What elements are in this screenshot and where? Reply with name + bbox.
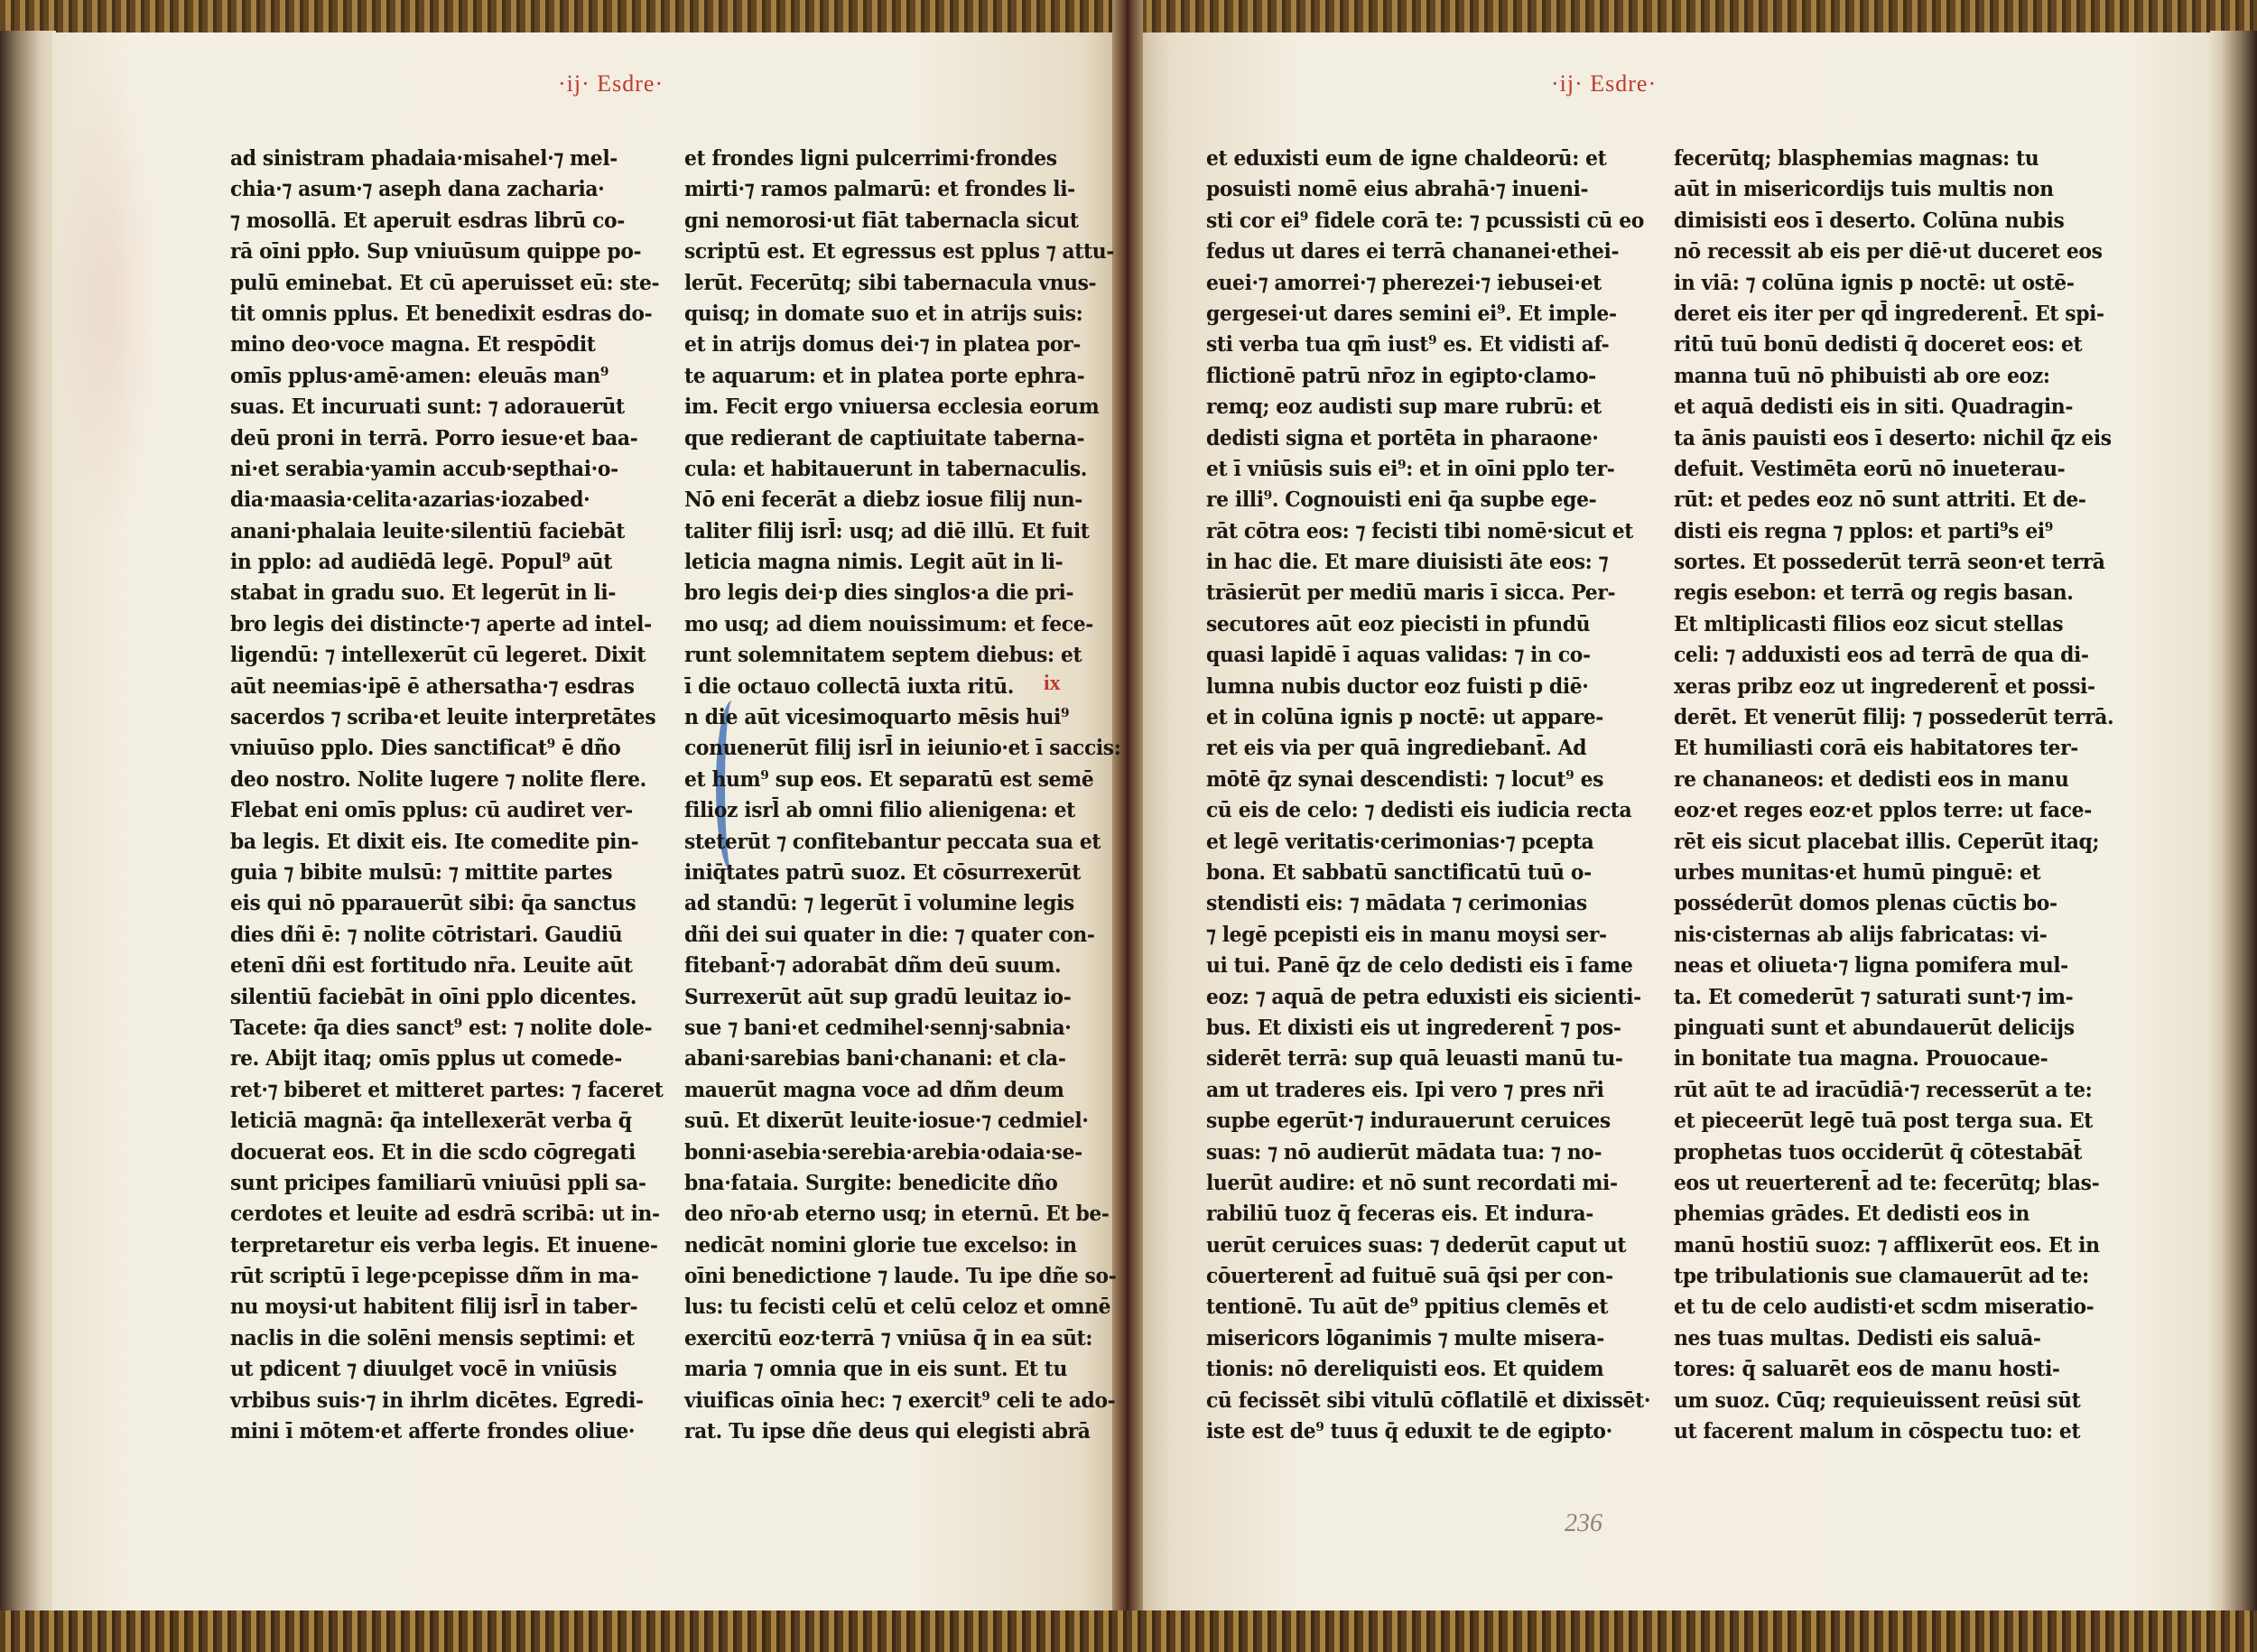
text-line: im. Fecit ergo vniuersa ecclesia eorum [684, 394, 1100, 420]
text-line: bus. Et dixisti eis ut ingrederent̄ ⁊ pos- [1206, 1014, 1621, 1040]
text-line: am ut traderes eis. Ipi vero ⁊ pres nr̄i [1206, 1076, 1604, 1102]
page-edges-left [0, 31, 56, 1620]
text-column-2 [684, 143, 1120, 1446]
text-line: guia ⁊ bibite mulsū: ⁊ mittite partes [230, 858, 613, 885]
text-line: ret eis via per quā ingrediebant̄. Ad [1206, 735, 1587, 761]
text-line: re illi⁹. Cognouisti eni q̄a supbe ege- [1206, 487, 1597, 513]
text-line: dedisti signa et portēta in pharaone· [1206, 424, 1599, 450]
text-line: uerūt ceruices suas: ⁊ dederūt caput ut [1206, 1231, 1627, 1258]
text-line: bona. Et sabbatū sanctificatū tuū o- [1206, 858, 1592, 885]
text-line: bro legis dei·p dies singlos·a die pri- [684, 580, 1074, 606]
text-line: in pplo: ad audiēdā legē. Popul⁹ aūt [230, 549, 613, 575]
text-line: xeras pribz eoz ut ingrederent̄ et possi- [1674, 673, 2095, 699]
text-line: mirti·⁊ ramos palmarū: et frondes li- [684, 176, 1075, 202]
gilt-edge-bottom [0, 1610, 2257, 1652]
text-line: ta. Et comederūt ⁊ saturati sunt·⁊ im- [1674, 983, 2074, 1009]
text-line: misericors lōganimis ⁊ multe misera- [1206, 1324, 1605, 1350]
text-line: ad standū: ⁊ legerūt ī volumine legis [684, 890, 1074, 916]
text-line: regis esebon: et terrā og regis basan. [1674, 580, 2074, 606]
text-line: et legē veritatis·cerimonias·⁊ pcepta [1206, 828, 1594, 854]
text-line: tpe tribulationis sue clamauerūt ad te: [1674, 1263, 2089, 1289]
text-line: ni·et serabia·yamin accub·septhai·o- [230, 455, 618, 481]
text-line: filioz isrl̄ ab omni filio alienigena: et [684, 797, 1075, 823]
text-line: dies dñi ē: ⁊ nolite cōtristari. Gaudiū [230, 921, 623, 947]
left-running-header: ·ij· Esdre· [558, 70, 664, 97]
folio-number: 236 [1565, 1509, 1602, 1537]
text-line: eoz·et reges eoz·et pplos terre: ut face- [1674, 797, 2092, 823]
text-line: bna·fataia. Surgite: benedicite dño [684, 1169, 1058, 1195]
text-line: luerūt audire: et nō sunt recordati mi- [1206, 1169, 1618, 1195]
text-line: docuerat eos. Et in die scdo cōgregati [230, 1138, 636, 1165]
text-line: fitebant̄·⁊ adorabāt dñm deū suum. [684, 952, 1062, 979]
text-line: dñi dei sui quater in die: ⁊ quater con- [684, 921, 1095, 947]
text-line: flictionē patrū nr̄oz in egipto·clamo- [1206, 362, 1596, 388]
text-line: ritū tuū bonū dedisti q̄ doceret eos: et [1674, 331, 2083, 357]
text-line: celi: ⁊ adduxisti eos ad terrā de qua di- [1674, 642, 2089, 668]
text-line: et eduxisti eum de igne chaldeorū: et [1206, 145, 1607, 171]
text-line: bonni·asebia·serebia·arebia·odaia·se- [684, 1138, 1082, 1165]
text-line: nedicāt nomini glorie tue excelso: in [684, 1231, 1077, 1258]
text-line: ut facerent malum in cōspectu tuo: et [1674, 1418, 2081, 1444]
text-line: anani·phalaia leuite·silentiū faciebāt [230, 517, 625, 543]
text-line: tionis: nō dereliquisti eos. Et quidem [1206, 1356, 1604, 1382]
text-line: phemias grādes. Et dedisti eos in [1674, 1201, 2030, 1227]
text-line: deū proni in terrā. Porro iesue·et baa- [230, 424, 638, 450]
text-line: cū fecissēt sibi vitulū cōflatilē et dixissēt· [1206, 1387, 1651, 1413]
text-line: mini ī mōtem·et afferte frondes oliue· [230, 1418, 636, 1444]
text-line: chia·⁊ asum·⁊ aseph dana zacharia· [230, 176, 605, 202]
text-line: exercitū eoz·terrā ⁊ vniūsa q̄ in ea sūt: [684, 1324, 1093, 1350]
text-line: Surrexerūt aūt sup gradū leuitaz io- [684, 983, 1072, 1009]
text-line: cū eis de celo: ⁊ dedisti eis iudicia recta [1206, 797, 1632, 823]
text-column-4 [1674, 143, 2113, 1446]
text-line: in bonitate tua magna. Prouocaue- [1674, 1045, 2048, 1072]
text-line: n die aūt vicesimoquarto mēsis hui⁹ [684, 704, 1070, 730]
text-line: et in atrijs domus dei·⁊ in platea por- [684, 331, 1081, 357]
text-line: rūt: et pedes eoz nō sunt attriti. Et de- [1674, 487, 2086, 513]
text-line: Et humiliasti corā eis habitatores ter- [1674, 735, 2078, 761]
text-line: etenī dñi est fortitudo nr̄a. Leuite aūt [230, 952, 633, 979]
text-line: Nō eni fecerāt a diebz iosue filij nun- [684, 487, 1082, 513]
text-line: suas: ⁊ nō audierūt mādata tua: ⁊ no- [1206, 1138, 1602, 1165]
text-line: pulū eminebat. Et cū aperuisset eū: ste- [230, 269, 660, 295]
text-line: Flebat eni omīs pplus: cū audiret ver- [230, 797, 633, 823]
text-line: ad sinistram phadaia·misahel·⁊ mel- [230, 145, 618, 171]
text-line: disti eis regna ⁊ pplos: et parti⁹s ei⁹ [1674, 517, 2053, 543]
text-line: suū. Et dixerūt leuite·iosue·⁊ cedmiel· [684, 1108, 1089, 1134]
text-line: nu moysi·ut habitent filij isrl̄ in taber- [230, 1294, 638, 1320]
text-line: dia·maasia·celita·azarias·iozabed· [230, 487, 590, 513]
text-line: posséderūt domos plenas cūctis bo- [1674, 890, 2057, 916]
text-line: quisq; in domate suo et in atrijs suis: [684, 300, 1083, 326]
text-line: sunt pricipes familiarū vniuūsi ppli sa- [230, 1169, 646, 1195]
text-line: te aquarum: et in platea porte ephra- [684, 362, 1085, 388]
chapter-marker: ix [1044, 672, 1061, 695]
text-line: cerdotes et leuite ad esdrā scribā: ut in- [230, 1201, 660, 1227]
text-line: eos ut reuerterent̄ ad te: fecerūtq; blas- [1674, 1169, 2100, 1195]
text-line: cōuerterent̄ ad fuituē suā q̄si per con- [1206, 1263, 1613, 1289]
text-line: derēt. Et venerūt filij: ⁊ possederūt terrā. [1674, 704, 2114, 730]
text-line: ligendū: ⁊ intellexerūt cū legeret. Dixit [230, 642, 646, 668]
text-line: quasi lapidē ī aquas validas: ⁊ in co- [1206, 642, 1591, 668]
text-line: supbe egerūt·⁊ indurauerunt ceruices [1206, 1108, 1611, 1134]
text-line: Tacete: q̄a dies sanct⁹ est: ⁊ nolite dole- [230, 1014, 653, 1040]
text-line: fedus ut dares ei terrā chananei·ethei- [1206, 238, 1620, 265]
text-line: et frondes ligni pulcerrimi·frondes [684, 145, 1057, 171]
text-line: gni nemorosi·ut fiāt tabernacla sicut [684, 207, 1079, 233]
text-line: bro legis dei distincte·⁊ aperte ad intel- [230, 610, 652, 636]
text-line: naclis in die solēni mensis septimi: et [230, 1324, 635, 1350]
text-line: eoz: ⁊ aquā de petra eduxisti eis sicienti- [1206, 983, 1641, 1009]
text-line: stendisti eis: ⁊ mādata ⁊ cerimonias [1206, 890, 1587, 916]
text-line: mauerūt magna voce ad dñm deum [684, 1076, 1064, 1102]
text-line: oīni benedictione ⁊ laude. Tu ipe dñe so- [684, 1263, 1117, 1289]
text-line: lumna nubis ductor eoz fuisti p diē· [1206, 673, 1589, 699]
text-line: rūt scriptū ī lege·pcepisse dñm in ma- [230, 1263, 639, 1289]
text-line: ⁊ legē pcepisti eis in manu moysi ser- [1206, 921, 1607, 947]
text-line: sortes. Et possederūt terrā seon·et terrā [1674, 549, 2105, 575]
text-line: rā oīni ppło. Sup vniuūsum quippe po- [230, 238, 642, 265]
text-line: tentionē. Tu aūt de⁹ ppitius clemēs et [1206, 1294, 1609, 1320]
text-line: eis qui nō pparauerūt sibi: q̄a sanctus [230, 890, 636, 916]
text-line: siderēt terrā: sup quā leuasti manū tu- [1206, 1045, 1623, 1072]
text-line: aūt in misericordijs tuis multis non [1674, 176, 2054, 202]
text-line: abani·sarebias bani·chanani: et cla- [684, 1045, 1066, 1072]
text-line: in viā: ⁊ colūna ignis p noctē: ut ostē- [1674, 269, 2075, 295]
text-line: et hum⁹ sup eos. Et separatū est semē [684, 766, 1094, 792]
text-line: leticia magna nimis. Legit aūt in li- [684, 549, 1063, 575]
text-line: sacerdos ⁊ scriba·et leuite interpretātes [230, 704, 656, 730]
text-line: suas. Et incuruati sunt: ⁊ adorauerūt [230, 394, 625, 420]
text-line: vniuūso pplo. Dies sanctificat⁹ ē dño [230, 735, 621, 761]
text-line: manna tuū nō phibuisti ab ore eoz: [1674, 362, 2050, 388]
text-line: rēt eis sicut placebat illis. Ceperūt itaq; [1674, 828, 2100, 854]
text-line: mo usq; ad diem nouissimum: et fece- [684, 610, 1093, 636]
text-line: um suoz. Cūq; requieuissent reūsi sūt [1674, 1387, 2081, 1413]
text-line: aūt neemias·ipē ē athersatha·⁊ esdras [230, 673, 635, 699]
text-line: ba legis. Et dixit eis. Ite comedite pin- [230, 828, 639, 854]
text-line: sti cor ei⁹ fidele corā te: ⁊ pcussisti cū eo [1206, 207, 1644, 233]
text-line: in hac die. Et mare diuisisti āte eos: ⁊ [1206, 549, 1609, 575]
text-line: et tu de celo audisti·et scdm miseratio- [1674, 1294, 2094, 1320]
text-line: terpretaretur eis verba legis. Et inuene- [230, 1231, 658, 1258]
text-line: leticiā magnā: q̄a intellexerāt verba q̄ [230, 1108, 632, 1134]
page-edges-right [2210, 31, 2257, 1620]
text-line: lus: tu fecisti celū et celū celoz et omnē [684, 1294, 1111, 1320]
text-line: euei·⁊ amorrei·⁊ pherezei·⁊ iebusei·et [1206, 269, 1602, 295]
text-line: nis·cisternas ab alijs fabricatas: vi- [1674, 921, 2048, 947]
text-line: mino deo·voce magna. Et respōdit [230, 331, 596, 357]
text-line: que redierant de captiuitate taberna- [684, 424, 1085, 450]
text-line: nes tuas multas. Dedisti eis saluā- [1674, 1324, 2041, 1350]
text-line: trāsierūt per mediū maris ī sicca. Per- [1206, 580, 1616, 606]
text-line: ⁊ mosollā. Et aperuit esdras librū co- [230, 207, 625, 233]
text-line: conuenerūt filij isrl̄ in ieiunio·et ī saccis: [684, 735, 1121, 761]
text-line: posuisti nomē eius abrahā·⁊ inueni- [1206, 176, 1589, 202]
text-line: taliter filij isrl̄: usq; ad diē illū. Et fuit [684, 517, 1090, 543]
text-line: gergesei·ut dares semini ei⁹. Et imple- [1206, 300, 1617, 326]
text-line: steterūt ⁊ confitebantur peccata sua et [684, 828, 1101, 854]
text-line: ui tui. Panē q̄z de celo dedisti eis ī fame [1206, 952, 1633, 979]
text-line: Et mltiplicasti filios eoz sicut stellas [1674, 610, 2064, 636]
text-line: ret·⁊ biberet et mitteret partes: ⁊ faceret [230, 1076, 664, 1102]
text-line: et pieceerūt legē tuā post terga sua. Et [1674, 1108, 2093, 1134]
text-line: cula: et habitauerunt in tabernaculis. [684, 455, 1088, 481]
text-line: et in colūna ignis p noctē: ut appare- [1206, 704, 1604, 730]
text-line: rāt cōtra eos: ⁊ fecisti tibi nomē·sicut et [1206, 517, 1634, 543]
text-line: viuificas oīnia hec: ⁊ exercit⁹ celi te ado- [684, 1387, 1116, 1413]
text-line: ta ānis pauisti eos ī deserto: nichil q̄z eis [1674, 424, 2112, 450]
text-line: urbes munitas·et humū pinguē: et [1674, 858, 2041, 885]
text-line: sti verba tua qm̄ iust⁹ es. Et vidisti af- [1206, 331, 1610, 357]
text-line: rat. Tu ipse dñe deus qui elegisti abrā [684, 1418, 1091, 1444]
text-line: sue ⁊ bani·et cedmihel·sennj·sabnia· [684, 1014, 1072, 1040]
text-line: prophetas tuos occiderūt q̄ cōtestabāt̄ [1674, 1138, 2082, 1165]
text-line: maria ⁊ omnia que in eis sunt. Et tu [684, 1356, 1067, 1382]
text-line: vrbibus suis·⁊ in ihrlm dicētes. Egredi- [230, 1387, 644, 1413]
text-line: rabiliū tuoz q̄ feceras eis. Et indura- [1206, 1201, 1594, 1227]
text-line: dimisisti eos ī deserto. Colūna nubis [1674, 207, 2065, 233]
text-line: et aquā dedisti eis in siti. Quadragin- [1674, 394, 2074, 420]
text-line: deret eis iter per qd̄ ingrederent̄. Et spi- [1674, 300, 2104, 326]
text-line: secutores aūt eoz piecisti in pfundū [1206, 610, 1591, 636]
text-line: ī die octauo collectā iuxta ritū. [684, 673, 1015, 699]
text-line: deo nr̄o·ab eterno usq; in eternū. Et be- [684, 1201, 1110, 1227]
text-line: defuit. Vestimēta eorū nō inueterau- [1674, 455, 2066, 481]
text-line: remq; eoz audisti sup mare rubrū: et [1206, 394, 1602, 420]
text-line: et ī vniūsis suis ei⁹: et in oīni pplo ter- [1206, 455, 1615, 481]
text-line: pinguati sunt et abundauerūt delicijs [1674, 1014, 2075, 1040]
right-running-header: ·ij· Esdre· [1551, 70, 1658, 97]
text-line: rūt aūt te ad iracūdiā·⁊ recesserūt a te: [1674, 1076, 2093, 1102]
text-line: tores: q̄ saluarēt eos de manu hosti- [1674, 1356, 2060, 1382]
text-column-3 [1206, 143, 1650, 1446]
text-line: ut pdicent ⁊ diuulget vocē in vniūsis [230, 1356, 618, 1382]
text-line: deo nostro. Nolite lugere ⁊ nolite flere. [230, 766, 646, 792]
text-line: iste est de⁹ tuus q̄ eduxit te de egipto· [1206, 1418, 1612, 1444]
text-column-1 [230, 143, 663, 1446]
text-line: scriptū est. Et egressus est pplus ⁊ attu- [684, 238, 1114, 265]
text-line: nō recessit ab eis per diē·ut duceret eos [1674, 238, 2103, 265]
text-line: omīs pplus·amē·amen: eleuās man⁹ [230, 362, 609, 388]
text-line: tit omnis pplus. Et benedixit esdras do- [230, 300, 653, 326]
text-line: re chananeos: et dedisti eos in manu [1674, 766, 2069, 792]
text-line: iniq̄tates patrū suoz. Et cōsurrexerūt [684, 858, 1081, 885]
text-line: fecerūtq; blasphemias magnas: tu [1674, 145, 2039, 171]
text-line: stabat in gradu suo. Et legerūt in li- [230, 580, 617, 606]
text-line: neas et oliueta·⁊ ligna pomifera mul- [1674, 952, 2068, 979]
text-line: manū hostiū suoz: ⁊ afflixerūt eos. Et in [1674, 1231, 2100, 1258]
text-line: re. Abijt itaq; omīs pplus ut comede- [230, 1045, 622, 1072]
text-line: lerūt. Fecerūtq; sibi tabernacula vnus- [684, 269, 1097, 295]
text-line: silentiū faciebāt in oīni pplo dicentes. [230, 983, 637, 1009]
decorative-stain [52, 69, 161, 538]
text-line: runt solemnitatem septem diebus: et [684, 642, 1082, 668]
text-line: mōtē q̄z synai descendisti: ⁊ locut⁹ es [1206, 766, 1604, 792]
